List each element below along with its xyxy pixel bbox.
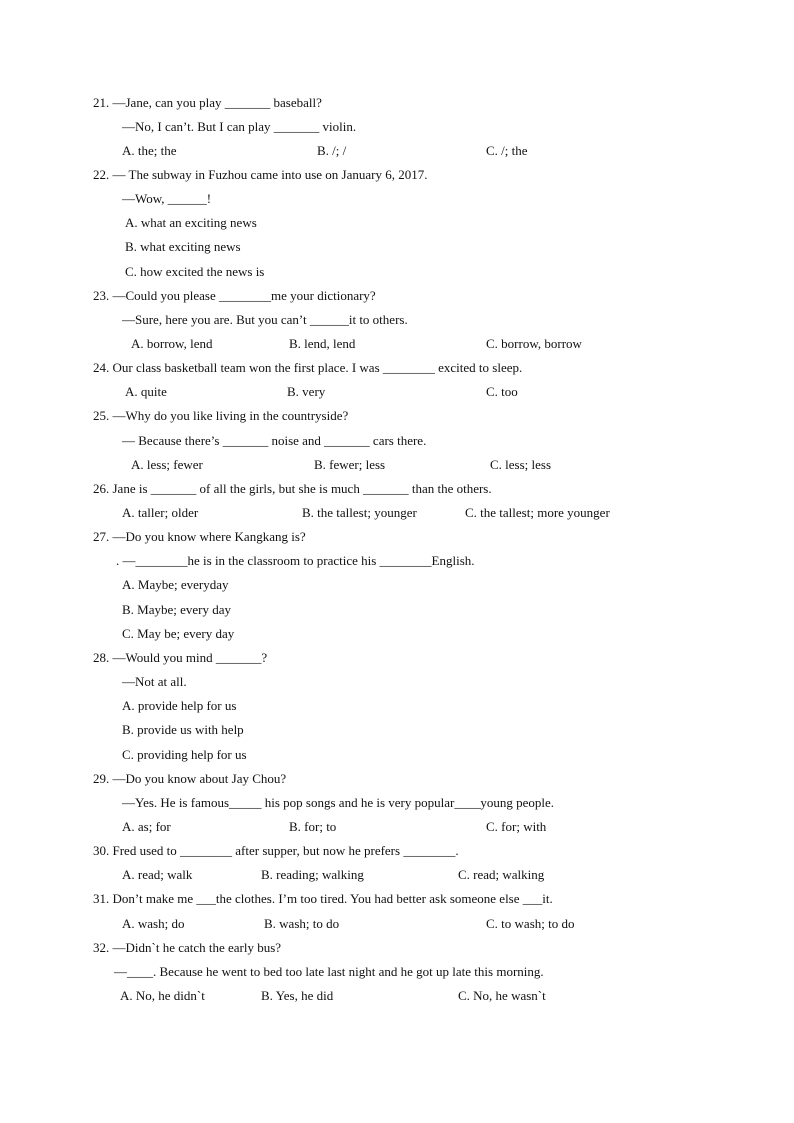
question-22-stem: 22. — The subway in Fuzhou came into use on January 6, 2017. xyxy=(93,167,428,182)
question-28-option-c: C. providing help for us xyxy=(122,747,247,762)
question-21-stem: 21. —Jane, can you play _______ baseball? xyxy=(93,95,322,110)
question-31-stem: 31. Don’t make me ___the clothes. I’m too tired. You had better ask someone else ___it. xyxy=(93,891,553,906)
question-21-reply: —No, I can’t. But I can play _______ violin. xyxy=(122,119,357,134)
question-22-reply: —Wow, ______! xyxy=(122,191,212,206)
question-23-option-b: B. lend, lend xyxy=(289,336,356,351)
question-29-stem: 29. —Do you know about Jay Chou? xyxy=(93,771,287,786)
question-21-option-b: B. /; / xyxy=(317,143,347,158)
question-23-option-a: A. borrow, lend xyxy=(131,336,213,351)
question-26-stem: 26. Jane is _______ of all the girls, but she is much _______ than the others. xyxy=(93,481,492,496)
question-27-reply: . —________he is in the classroom to practice his ________English. xyxy=(116,553,475,568)
question-29-option-b: B. for; to xyxy=(289,819,337,834)
question-32-option-b: B. Yes, he did xyxy=(261,988,334,1003)
question-25-reply: — Because there’s _______ noise and _______ cars there. xyxy=(122,433,427,448)
question-25-option-c: C. less; less xyxy=(490,457,552,472)
question-32-stem: 32. —Didn`t he catch the early bus? xyxy=(93,940,282,955)
question-22-option-c: C. how excited the news is xyxy=(125,264,265,279)
question-30-stem: 30. Fred used to ________ after supper, but now he prefers ________. xyxy=(93,843,459,858)
question-28-reply: —Not at all. xyxy=(122,674,187,689)
question-23-stem: 23. —Could you please ________me your dictionary? xyxy=(93,288,376,303)
question-26-option-c: C. the tallest; more younger xyxy=(465,505,610,520)
question-27-stem: 27. —Do you know where Kangkang is? xyxy=(93,529,306,544)
question-24-option-c: C. too xyxy=(486,384,518,399)
question-30-option-b: B. reading; walking xyxy=(261,867,364,882)
question-25-stem: 25. —Why do you like living in the countryside? xyxy=(93,408,349,423)
question-32-reply: —____. Because he went to bed too late last night and he got up late this morning. xyxy=(114,964,544,979)
question-23-reply: —Sure, here you are. But you can’t ______it to others. xyxy=(122,312,408,327)
question-24-option-b: B. very xyxy=(287,384,326,399)
question-22-option-b: B. what exciting news xyxy=(125,239,241,254)
question-26-option-a: A. taller; older xyxy=(122,505,199,520)
question-24-option-a: A. quite xyxy=(125,384,167,399)
question-22-option-a: A. what an exciting news xyxy=(125,215,257,230)
question-31-option-b: B. wash; to do xyxy=(264,916,340,931)
question-29-option-a: A. as; for xyxy=(122,819,171,834)
question-30-option-c: C. read; walking xyxy=(458,867,545,882)
question-28-option-b: B. provide us with help xyxy=(122,722,244,737)
question-27-option-a: A. Maybe; everyday xyxy=(122,577,229,592)
question-30-option-a: A. read; walk xyxy=(122,867,193,882)
question-21-option-c: C. /; the xyxy=(486,143,528,158)
question-31-option-a: A. wash; do xyxy=(122,916,185,931)
question-25-option-b: B. fewer; less xyxy=(314,457,386,472)
question-29-option-c: C. for; with xyxy=(486,819,547,834)
question-27-option-c: C. May be; every day xyxy=(122,626,235,641)
question-27-option-b: B. Maybe; every day xyxy=(122,602,232,617)
question-31-option-c: C. to wash; to do xyxy=(486,916,575,931)
question-32-option-c: C. No, he wasn`t xyxy=(458,988,546,1003)
question-23-option-c: C. borrow, borrow xyxy=(486,336,582,351)
question-32-option-a: A. No, he didn`t xyxy=(120,988,205,1003)
question-28-option-a: A. provide help for us xyxy=(122,698,237,713)
question-25-option-a: A. less; fewer xyxy=(131,457,203,472)
question-21-option-a: A. the; the xyxy=(122,143,177,158)
question-28-stem: 28. —Would you mind _______? xyxy=(93,650,268,665)
question-29-reply: —Yes. He is famous_____ his pop songs and he is very popular____young people. xyxy=(122,795,554,810)
question-24-stem: 24. Our class basketball team won the first place. I was ________ excited to sleep. xyxy=(93,360,523,375)
question-26-option-b: B. the tallest; younger xyxy=(302,505,417,520)
